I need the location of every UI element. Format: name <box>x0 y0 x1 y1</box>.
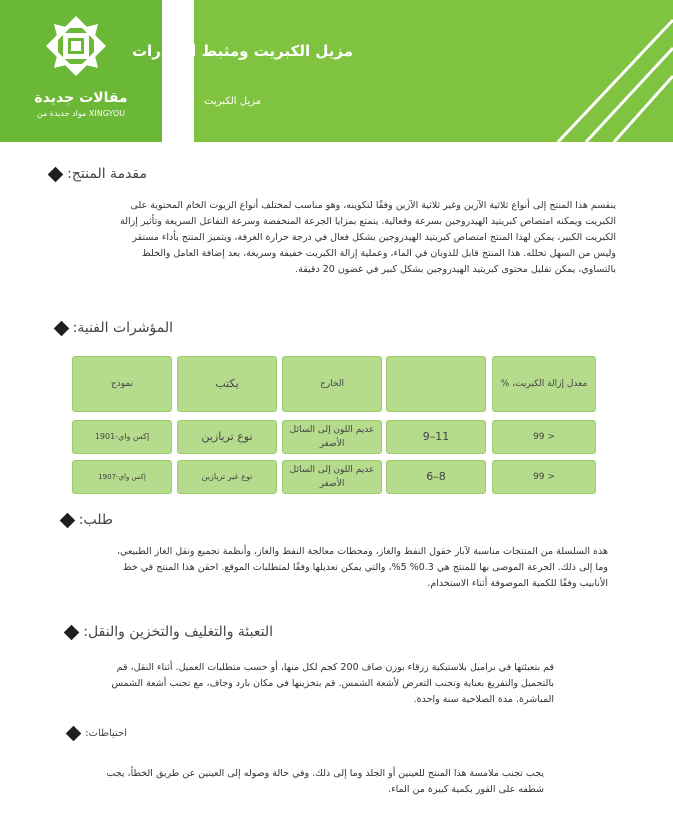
header-title: مزيل الكبريت ومثبط الهيدرات <box>131 42 353 60</box>
intro-paragraph: ينقسم هذا المنتج إلى أنواع ثلاثية الآزين وغير ثلاثية الآزين وفقًا لتكوينه، وهو مناسب لمختلف أنواع الزيوت الخام المحتوية على الكبريت ويمكنه امتصاص كبريتيد الهيدروجين بسرعة وفعالية. يتمتع بمزايا الجرعة المنخفضة وسرعة التفاعل السريعة وتأثير إزالة الكبريت الكبير، يمكن لهذا المنتج امتصاص كبريتيد الهيدروجين بشكل فعال في درجة حرارة الغرفة، ويتميز المنتج بأداء مستقر وليس من السهل تحلله. هذا المنتج قابل للذوبان في الماء، وعملية إزالة الكبريت خفيفة وسريعة، بعد إضافة العامل والخلط بالتساوي، يمكن تقليل محتوى كبريتيد الهيدروجين بشكل كبير في غضون 20 دقيقة. <box>120 200 616 275</box>
packaging-heading-text: التعبئة والتغليف والتخزين والنقل: <box>83 624 273 640</box>
intro-heading-text: مقدمة المنتج: <box>67 166 147 182</box>
specs-heading <box>50 320 173 336</box>
table-cell: نوع غير تريازين <box>177 460 277 494</box>
brand-logo-icon <box>44 14 108 78</box>
bullet-diamond-icon <box>64 624 80 640</box>
bullet-diamond-icon <box>48 166 64 182</box>
bullet-diamond-icon <box>59 512 75 528</box>
table-cell: < 99 <box>492 460 596 494</box>
brand-name: مقالات جديدة <box>34 90 128 106</box>
bullet-diamond-icon <box>53 320 69 336</box>
logo-block <box>0 0 162 142</box>
table-cell: 8–6 <box>386 460 486 494</box>
table-header-cell <box>386 356 486 412</box>
header-subtitle: مزيل الكبريت <box>204 96 261 107</box>
table-header-cell: نموذج <box>72 356 172 412</box>
header-wedge <box>162 0 202 142</box>
table-cell: عديم اللون إلى السائل الأصفر <box>282 460 382 494</box>
intro-heading <box>44 166 147 182</box>
table-cell: 11–9 <box>386 420 486 454</box>
table-cell: إكس واي-1901 <box>72 420 172 454</box>
packaging-paragraph: قم بتعبئتها في براميل بلاستيكية زرقاء بوزن صاف 200 كجم لكل منها، أو حسب متطلبات العميل. أثناء النقل، قم بالتحميل والتفريغ بعناية وتجنب التعرض لأشعة الشمس. قم بتخزينها في مكان بارد وجاف، مع تجنب أشعة الشمس المباشرة. مدة الصلاحية سنة واحدة. <box>111 662 554 705</box>
table-cell: عديم اللون إلى السائل الأصفر <box>282 420 382 454</box>
table-cell: نوع تريازين <box>177 420 277 454</box>
table-header-cell: يكتب <box>177 356 277 412</box>
precautions-heading-text: احتياطات: <box>85 728 127 739</box>
page-header <box>0 0 673 142</box>
header-stripes-decoration <box>548 0 673 142</box>
table-cell: < 99 <box>492 420 596 454</box>
request-paragraph: هذه السلسلة من المنتجات مناسبة لآبار حقول النفط والغاز، ومحطات معالجة النفط والغاز، وأنظمة تجميع ونقل الغاز الطبيعي، وما إلى ذلك. الجرعة الموصى بها للمنتج هي 0.3% 5%، والتي يمكن تعديلها وفقًا لمتطلبات الموقع. احقن هذا المنتج في خط الأنابيب وفقًا للكمية الموصوفة أثناء الاستخدام. <box>116 546 608 589</box>
bullet-diamond-icon <box>66 726 82 742</box>
table-header-cell: معدل إزالة الكبريت، % <box>492 356 596 412</box>
specs-heading-text: المؤشرات الفنية: <box>72 320 173 336</box>
packaging-heading <box>60 624 273 640</box>
request-heading <box>56 512 113 528</box>
precautions-heading <box>62 728 127 739</box>
precautions-paragraph: يجب تجنب ملامسة هذا المنتج للعينين أو الجلد وما إلى ذلك. وفي حالة وصوله إلى العينين عن طريق الخطأ، يجب شطفه على الفور بكمية كبيرة من الماء. <box>106 768 544 795</box>
request-heading-text: طلب: <box>78 512 113 528</box>
table-header-cell: الخارج <box>282 356 382 412</box>
table-cell: إكس واي-1907 <box>72 460 172 494</box>
brand-subtitle: مواد جديدة من XINGYOU <box>36 109 126 118</box>
